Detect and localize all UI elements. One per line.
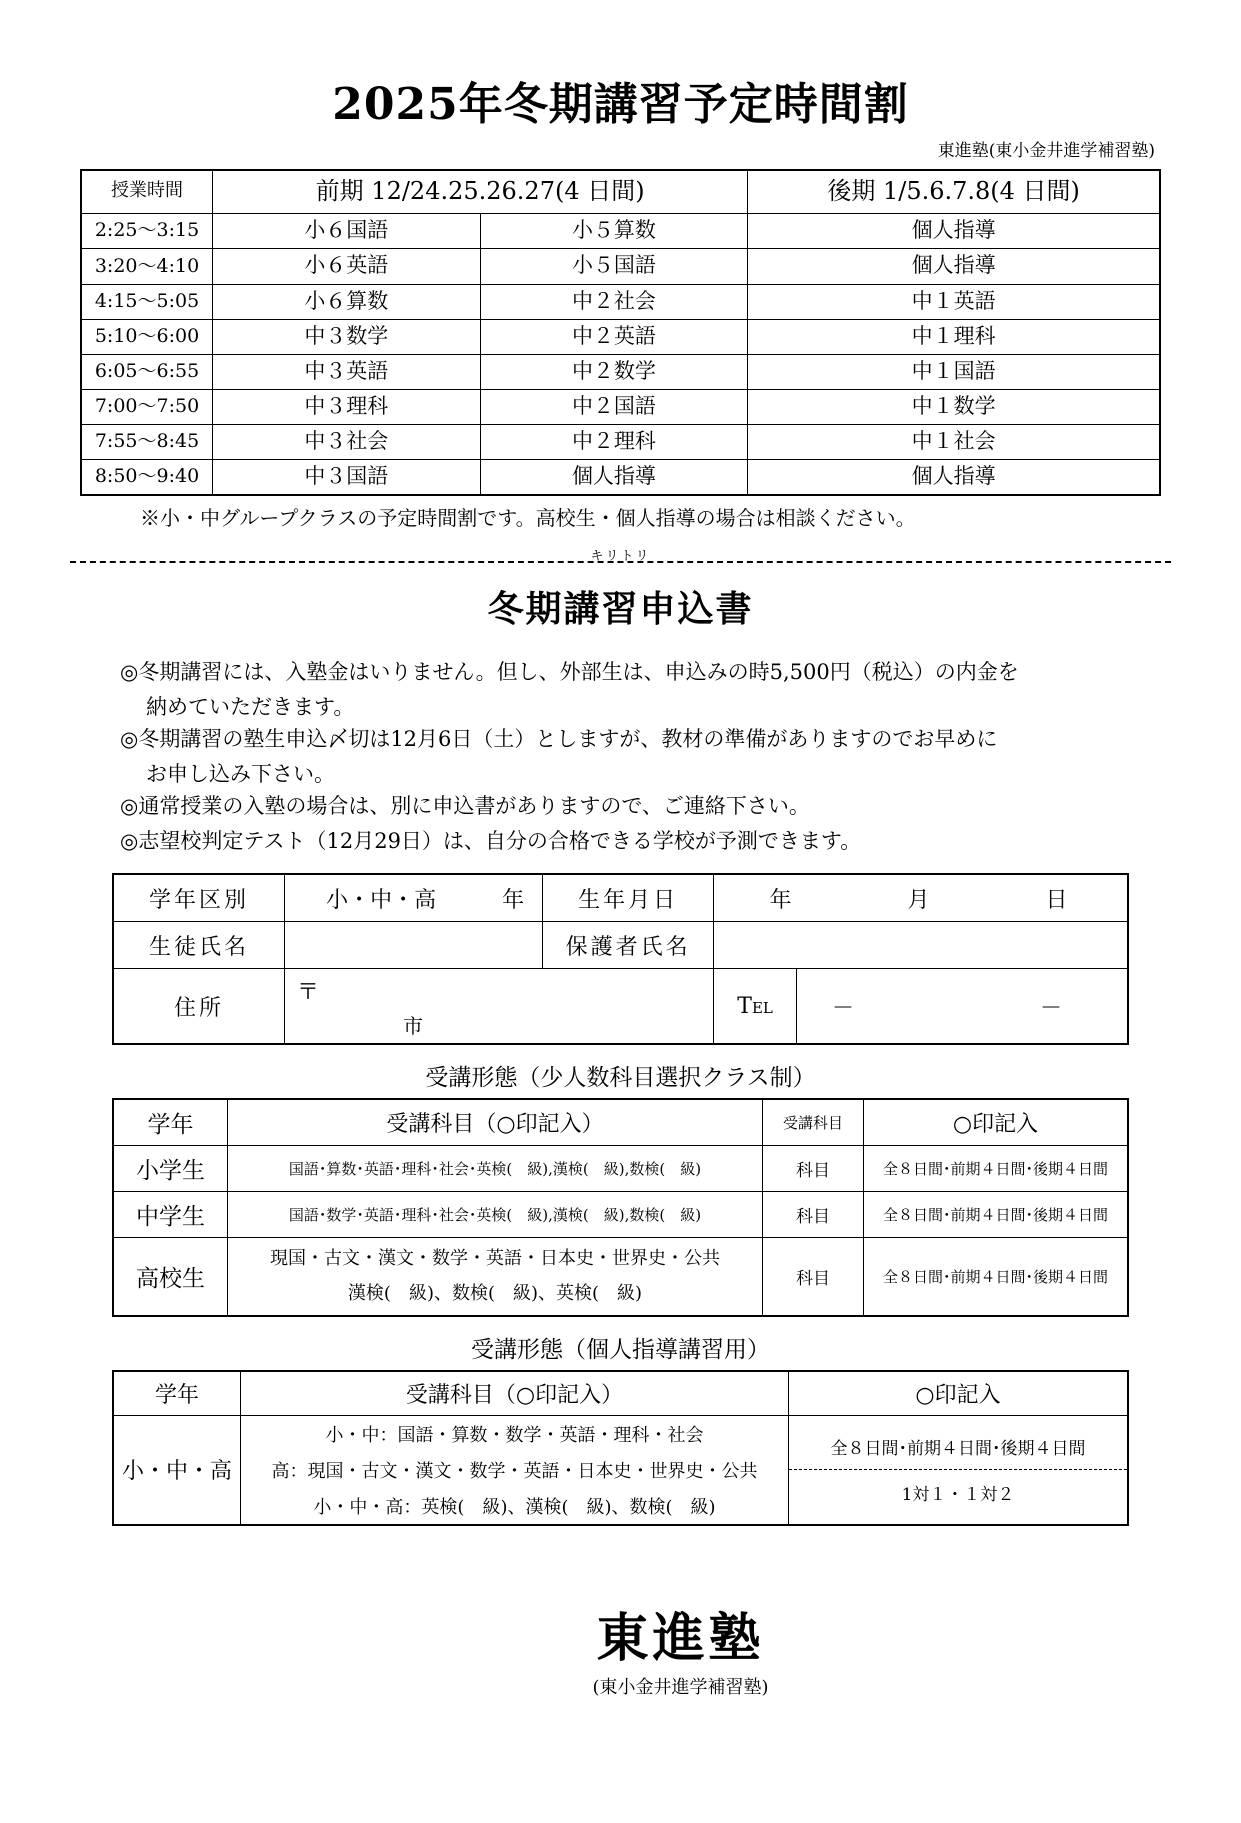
- page-title: 2025年冬期講習予定時間割: [332, 79, 909, 130]
- table-row: [81, 284, 1160, 319]
- birthdate-label: 生年月日: [543, 874, 714, 922]
- schedule-time: 2:25〜3:15: [81, 214, 213, 249]
- private-course-table: [112, 1370, 1129, 1526]
- grade-value[interactable]: 小・中・高 年: [285, 874, 543, 922]
- schedule-time: 7:00〜7:50: [81, 389, 213, 424]
- student-name-label: 生徒氏名: [113, 922, 285, 969]
- schedule-cell: 小６国語: [213, 214, 481, 249]
- schedule-term1-header: 前期 12/24.25.26.27(4 日間): [213, 170, 748, 214]
- private-subjects-line3[interactable]: 小・中・高：英検( 級)、漢検( 級)、数検( 級): [241, 1488, 789, 1525]
- course-grade-highschool: 高校生: [113, 1238, 228, 1316]
- notice-item: ◎冬期講習の塾生申込〆切は12月6日（土）としますが、教材の準備がありますのでお早めに: [120, 727, 998, 752]
- course-subjects-elementary[interactable]: 国語･算数･英語･理科･社会･英検( 級),漢検( 級),数検( 級): [228, 1146, 763, 1192]
- schedule-cell: 中３理科: [213, 389, 481, 424]
- schedule-cell: 中３国語: [213, 460, 481, 496]
- table-row: [81, 170, 1160, 214]
- schedule-cell: 中１英語: [748, 284, 1160, 319]
- schedule-cell: 中３数学: [213, 319, 481, 354]
- course-subjects-highschool[interactable]: [228, 1238, 763, 1316]
- table-row: [113, 1415, 1128, 1452]
- schedule-cell: 中３英語: [213, 354, 481, 389]
- footer: [80, 1596, 1161, 1699]
- table-row: [81, 319, 1160, 354]
- table-row: [113, 1192, 1128, 1238]
- notice-item: ◎志望校判定テスト（12月29日）は、自分の合格できる学校が予測できます。: [120, 828, 862, 853]
- schedule-cell: 中２社会: [480, 284, 748, 319]
- course-subject-count-elementary[interactable]: 科目: [763, 1146, 864, 1192]
- notice-item-cont: お申し込み下さい。: [146, 761, 335, 786]
- course-section-caption: 受講形態（少人数科目選択クラス制）: [425, 1065, 816, 1092]
- course-subjects-highschool-line2: 漢検( 級)、数検( 級)、英検( 級): [347, 1282, 643, 1304]
- schedule-cell: 中１理科: [748, 319, 1160, 354]
- form-title: 冬期講習申込書: [487, 588, 754, 631]
- course-header-grade: 学年: [113, 1099, 228, 1146]
- schedule-cell: 小６算数: [213, 284, 481, 319]
- schedule-cell: 個人指導: [748, 214, 1160, 249]
- table-row: [113, 1371, 1128, 1416]
- private-mark-bottom[interactable]: 1対１・１対２: [901, 1485, 1015, 1506]
- course-grade-juniorhigh: 中学生: [113, 1192, 228, 1238]
- guardian-name-field[interactable]: [714, 922, 1128, 969]
- schedule-cell: 中２理科: [480, 424, 748, 459]
- schedule-cell: 個人指導: [748, 249, 1160, 284]
- postal-mark: 〒: [297, 980, 320, 1006]
- footer-inner: [592, 1596, 768, 1699]
- course-subject-count-highschool[interactable]: 科目: [763, 1238, 864, 1316]
- schedule-cell: 中３社会: [213, 424, 481, 459]
- table-row: [113, 969, 1128, 1045]
- notice-list: [120, 656, 1161, 857]
- schedule-time-header: 授業時間: [81, 170, 213, 214]
- schedule-table: [80, 169, 1161, 496]
- course-mark-elementary[interactable]: 全８日間･前期４日間･後期４日間: [864, 1146, 1129, 1192]
- private-header-subjects: 受講科目（○印記入）: [241, 1371, 789, 1416]
- private-header-mark: ○印記入: [789, 1371, 1129, 1416]
- address-field[interactable]: [285, 969, 714, 1045]
- schedule-cell: 個人指導: [480, 460, 748, 496]
- schedule-time: 6:05〜6:55: [81, 354, 213, 389]
- notice-item: ◎冬期講習には、入塾金はいりません。但し、外部生は、申込みの時5,500円（税込）の内金を: [120, 660, 1019, 685]
- course-header-subjects: 受講科目（○印記入）: [228, 1099, 763, 1146]
- course-mark-juniorhigh[interactable]: 全８日間･前期４日間･後期４日間: [864, 1192, 1129, 1238]
- course-header-mark: ○印記入: [864, 1099, 1129, 1146]
- tel-field[interactable]: － －: [832, 995, 1093, 1021]
- course-header-subject-count: 受講科目: [763, 1099, 864, 1146]
- schedule-cell: 中２英語: [480, 319, 748, 354]
- course-subjects-highschool-line1: 現国・古文・漢文・数学・英語・日本史・世界史・公共: [270, 1248, 720, 1270]
- schedule-cell: 中２数学: [480, 354, 748, 389]
- document-page: [0, 68, 1241, 1823]
- schedule-cell: 中１国語: [748, 354, 1160, 389]
- schedule-note: ※小・中グループクラスの予定時間割です。高校生・個人指導の場合は相談ください。: [140, 506, 916, 531]
- address-label: 住所: [113, 969, 285, 1045]
- schedule-time: 8:50〜9:40: [81, 460, 213, 496]
- course-table: [112, 1098, 1129, 1316]
- schedule-cell: 中２国語: [480, 389, 748, 424]
- table-row: [113, 1099, 1128, 1146]
- table-row: [81, 214, 1160, 249]
- schedule-cell: 小５算数: [480, 214, 748, 249]
- private-subjects-line1[interactable]: 小・中：国語・算数・数学・英語・理科・社会: [241, 1415, 789, 1452]
- schedule-term2-header: 後期 1/5.6.7.8(4 日間): [748, 170, 1160, 214]
- cut-line-dashes: [70, 561, 1171, 563]
- table-row: [81, 424, 1160, 459]
- table-row: [81, 249, 1160, 284]
- birthdate-value[interactable]: 年 月 日: [714, 874, 1128, 922]
- table-row: [81, 460, 1160, 496]
- city-suffix: 市: [403, 1014, 423, 1039]
- private-grade: 小・中・高: [113, 1415, 241, 1525]
- table-row: [81, 389, 1160, 424]
- private-mark-top[interactable]: 全８日間･前期４日間･後期４日間: [789, 1420, 1127, 1470]
- private-mark-cell[interactable]: [789, 1415, 1129, 1525]
- private-header-grade: 学年: [113, 1371, 241, 1416]
- private-subjects-line2[interactable]: 高：現国・古文・漢文・数学・英語・日本史・世界史・公共: [241, 1452, 789, 1488]
- table-row: [113, 1146, 1128, 1192]
- table-row: [81, 354, 1160, 389]
- student-name-field[interactable]: [285, 922, 543, 969]
- grade-label: 学年区別: [113, 874, 285, 922]
- table-row: [113, 874, 1128, 922]
- course-mark-highschool[interactable]: 全８日間･前期４日間･後期４日間: [864, 1238, 1129, 1316]
- schedule-cell: 中１社会: [748, 424, 1160, 459]
- school-logo: 東進塾: [596, 1607, 765, 1669]
- course-grade-elementary: 小学生: [113, 1146, 228, 1192]
- guardian-name-label: 保護者氏名: [543, 922, 714, 969]
- course-subject-count-juniorhigh[interactable]: 科目: [763, 1192, 864, 1238]
- notice-item: ◎通常授業の入塾の場合は、別に申込書がありますので、ご連絡下さい。: [120, 794, 810, 819]
- schedule-time: 4:15〜5:05: [81, 284, 213, 319]
- school-subtitle: (東小金井進学補習塾): [592, 1676, 769, 1698]
- cut-line: [80, 547, 1161, 571]
- cut-line-label: キリトリ: [582, 545, 658, 564]
- tel-row: [714, 969, 1128, 1045]
- schedule-cell: 小５国語: [480, 249, 748, 284]
- course-subjects-juniorhigh[interactable]: 国語･数学･英語･理科･社会･英検( 級),漢検( 級),数検( 級): [228, 1192, 763, 1238]
- private-section-caption: 受講形態（個人指導講習用）: [471, 1336, 770, 1363]
- schedule-time: 7:55〜8:45: [81, 424, 213, 459]
- notice-item-cont: 納めていただきます。: [146, 694, 355, 719]
- table-row: [113, 922, 1128, 969]
- schedule-cell: 中１数学: [748, 389, 1160, 424]
- tel-label: Tel: [714, 969, 797, 1043]
- schedule-time: 3:20〜4:10: [81, 249, 213, 284]
- schedule-time: 5:10〜6:00: [81, 319, 213, 354]
- schedule-cell: 個人指導: [748, 460, 1160, 496]
- school-name: 東進塾(東小金井進学補習塾): [937, 141, 1155, 161]
- table-row: [113, 1238, 1128, 1316]
- student-info-table: [112, 873, 1129, 1045]
- schedule-cell: 小６英語: [213, 249, 481, 284]
